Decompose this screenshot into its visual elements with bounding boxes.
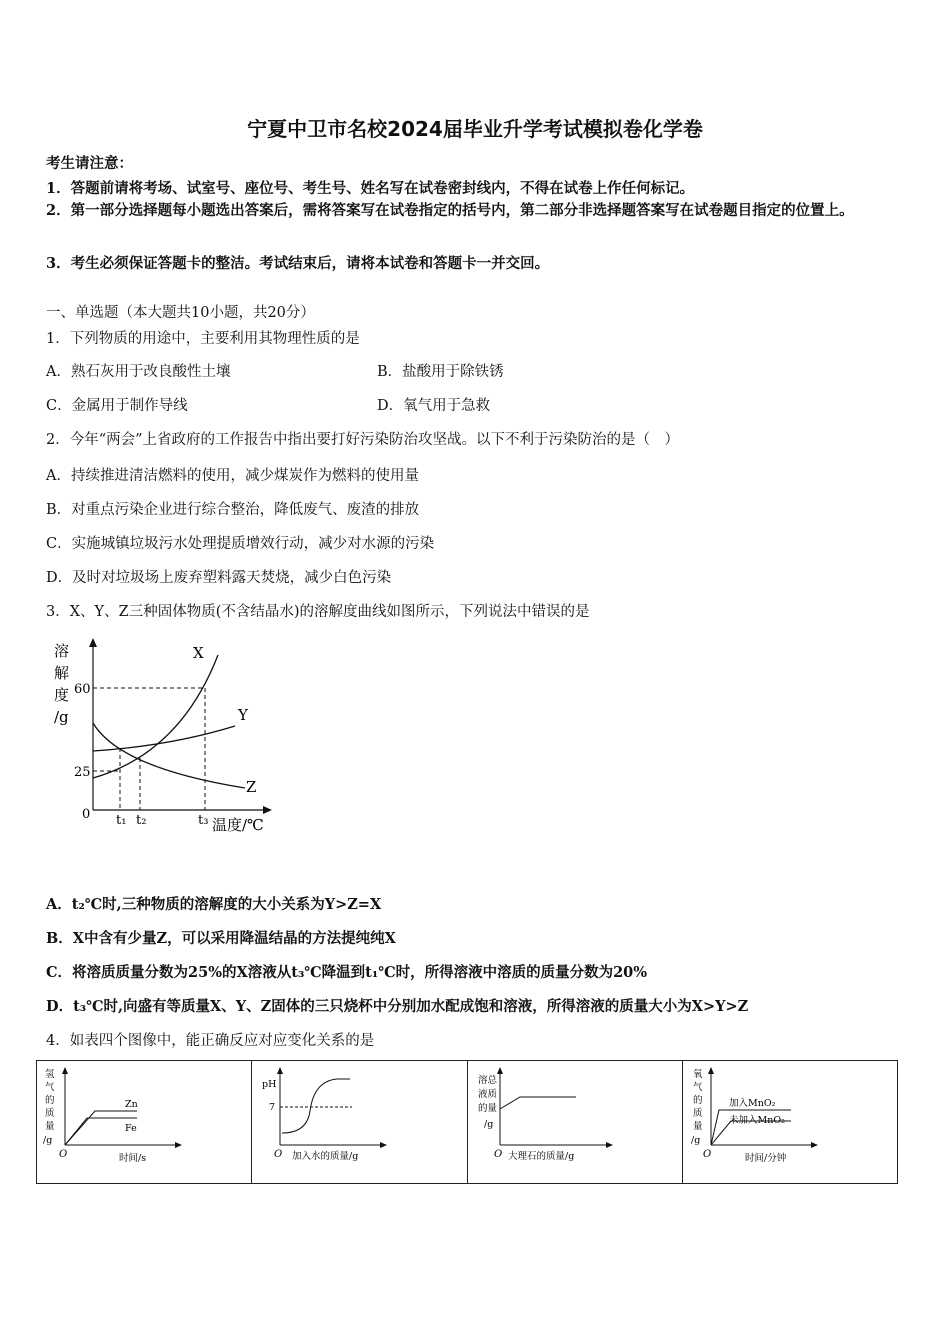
q3-option-b: B．X中含有少量Z，可以采用降温结晶的方法提纯纯X <box>46 930 396 947</box>
chart-origin: 0 <box>82 807 91 822</box>
q1-option-d: D．氧气用于急救 <box>377 398 491 414</box>
g4-ylabel-3: 的 <box>692 1095 703 1106</box>
q4-graph-2 <box>252 1061 467 1183</box>
notice-item-1: 1．答题前请将考场、试室号、座位号、考生号、姓名写在试卷密封线内，不得在试卷上作任何标记。 <box>46 180 695 197</box>
g1-ylabel-6: /g <box>43 1135 53 1146</box>
q4-graph-3 <box>468 1061 683 1183</box>
g2-y-arrow <box>277 1067 283 1074</box>
chart-ylabel-3: 度 <box>54 686 70 704</box>
q4-stem: 4．如表四个图像中，能正确反应对应变化关系的是 <box>46 1033 375 1049</box>
g4-ylabel-5: 量 <box>692 1121 703 1132</box>
chart-y-arrow <box>89 638 97 647</box>
g4-x-arrow <box>811 1142 818 1148</box>
notice-item-3: 3．考生必须保证答题卡的整洁。考试结束后，请将本试卷和答题卡一并交回。 <box>46 255 550 272</box>
chart-ytick-25: 25 <box>74 765 91 780</box>
q1-option-a: A．熟石灰用于改良酸性土壤 <box>46 364 231 380</box>
q4-graph-4 <box>683 1061 897 1183</box>
g1-label-zn: Zn <box>125 1099 138 1110</box>
g3-y-arrow <box>497 1067 503 1074</box>
g4-label-no-mno2: 未加入MnO₂ <box>728 1115 785 1126</box>
g4-y-arrow <box>708 1067 714 1074</box>
solubility-chart <box>40 628 290 843</box>
g1-label-fe: Fe <box>125 1123 137 1134</box>
g1-x-arrow <box>175 1142 182 1148</box>
g1-origin: O <box>59 1149 68 1160</box>
chart-ytick-60: 60 <box>74 682 91 697</box>
page-title: 宁夏中卫市名校2024届毕业升学考试模拟卷化学卷 <box>247 117 703 141</box>
q2-stem: 2．今年“两会”上省政府的工作报告中指出要打好污染防治攻坚战。以下不利于污染防治的是（ ） <box>46 432 680 448</box>
g4-label-mno2: 加入MnO₂ <box>728 1098 776 1109</box>
g4-ylabel-4: 质 <box>692 1108 703 1119</box>
g4-ylabel-6: /g <box>690 1135 701 1146</box>
g1-xlabel: 时间/s <box>119 1153 147 1164</box>
q2-option-c: C．实施城镇垃圾污水处理提质增效行动，减少对水源的污染 <box>46 536 435 552</box>
g4-origin: O <box>702 1149 711 1160</box>
g2-label-7: 7 <box>269 1102 276 1113</box>
q3-option-a: A．t₂℃时,三种物质的溶解度的大小关系为Y>Z=X <box>46 896 382 913</box>
chart-xtick-t3: t₃ <box>198 813 209 828</box>
q4-graph-table <box>36 1060 898 1184</box>
curve-x <box>93 655 218 778</box>
q2-option-a: A．持续推进清洁燃料的使用，减少煤炭作为燃料的使用量 <box>46 468 419 484</box>
g2-ylabel: pH <box>262 1079 277 1090</box>
g3-x-arrow <box>606 1142 613 1148</box>
g2-xlabel: 加入水的质量/g <box>292 1151 359 1162</box>
q3-option-d: D．t₃℃时,向盛有等质量X、Y、Z固体的三只烧杯中分别加水配成饱和溶液，所得溶液的质量大小为X>Y>Z <box>46 998 749 1015</box>
g3-line <box>500 1097 576 1109</box>
q3-stem: 3．X、Y、Z三种固体物质(不含结晶水)的溶解度曲线如图所示，下列说法中错误的是 <box>46 604 590 620</box>
g1-y-arrow <box>62 1067 68 1074</box>
q2-option-d: D．及时对垃圾场上废弃塑料露天焚烧，减少白色污染 <box>46 570 392 586</box>
g2-x-arrow <box>380 1142 387 1148</box>
chart-ylabel-1: 溶 <box>54 642 70 660</box>
chart-xtick-t2: t₂ <box>136 813 147 828</box>
g3-xlabel: 大理石的质量/g <box>507 1151 574 1162</box>
series-label-z: Z <box>246 778 257 796</box>
g3-ylabel-4: /g <box>483 1119 493 1130</box>
g1-ylabel-1: 氢 <box>45 1069 55 1080</box>
g4-xlabel: 时间/分钟 <box>744 1153 786 1164</box>
series-label-y: Y <box>238 706 248 724</box>
g1-ylabel-5: 量 <box>45 1121 55 1132</box>
q1-stem: 1．下列物质的用途中，主要利用其物理性质的是 <box>46 331 360 347</box>
chart-ylabel-4: /g <box>54 708 69 726</box>
chart-xtick-t1: t₁ <box>116 813 127 828</box>
section-heading: 一、单选题（本大题共10小题，共20分） <box>46 305 315 321</box>
g3-ylabel-2: 液质 <box>477 1089 497 1100</box>
q3-option-c: C．将溶质质量分数为25%的X溶液从t₃℃降温到t₁℃时，所得溶液中溶质的质量分数为20% <box>46 964 648 981</box>
chart-xlabel: 温度/℃ <box>212 816 264 834</box>
q4-graph-1 <box>37 1061 252 1183</box>
g2-origin: O <box>274 1149 283 1160</box>
q1-option-b: B．盐酸用于除铁锈 <box>377 364 504 380</box>
notice-item-2: 2．第一部分选择题每小题选出答案后，需将答案写在试卷指定的括号内，第二部分非选择题答案写在试卷题目指定的位置上。 <box>46 202 854 219</box>
chart-x-arrow <box>263 806 272 814</box>
q1-option-c: C．金属用于制作导线 <box>46 398 188 414</box>
q2-option-b: B．对重点污染企业进行综合整治，降低废气、废渣的排放 <box>46 502 420 518</box>
g4-ylabel-1: 氧 <box>692 1069 703 1080</box>
g1-ylabel-4: 质 <box>45 1108 55 1119</box>
series-label-x: X <box>193 644 204 662</box>
notice-header: 考生请注意： <box>46 155 133 172</box>
g4-ylabel-2: 气 <box>692 1082 703 1093</box>
g2-ph-curve <box>282 1079 350 1133</box>
chart-ylabel-2: 解 <box>54 664 70 682</box>
g3-ylabel-3: 的量 <box>477 1103 497 1114</box>
g3-ylabel-1: 溶总 <box>477 1075 497 1086</box>
g1-ylabel-2: 气 <box>45 1082 55 1093</box>
g1-ylabel-3: 的 <box>45 1095 55 1106</box>
g3-origin: O <box>493 1149 502 1160</box>
